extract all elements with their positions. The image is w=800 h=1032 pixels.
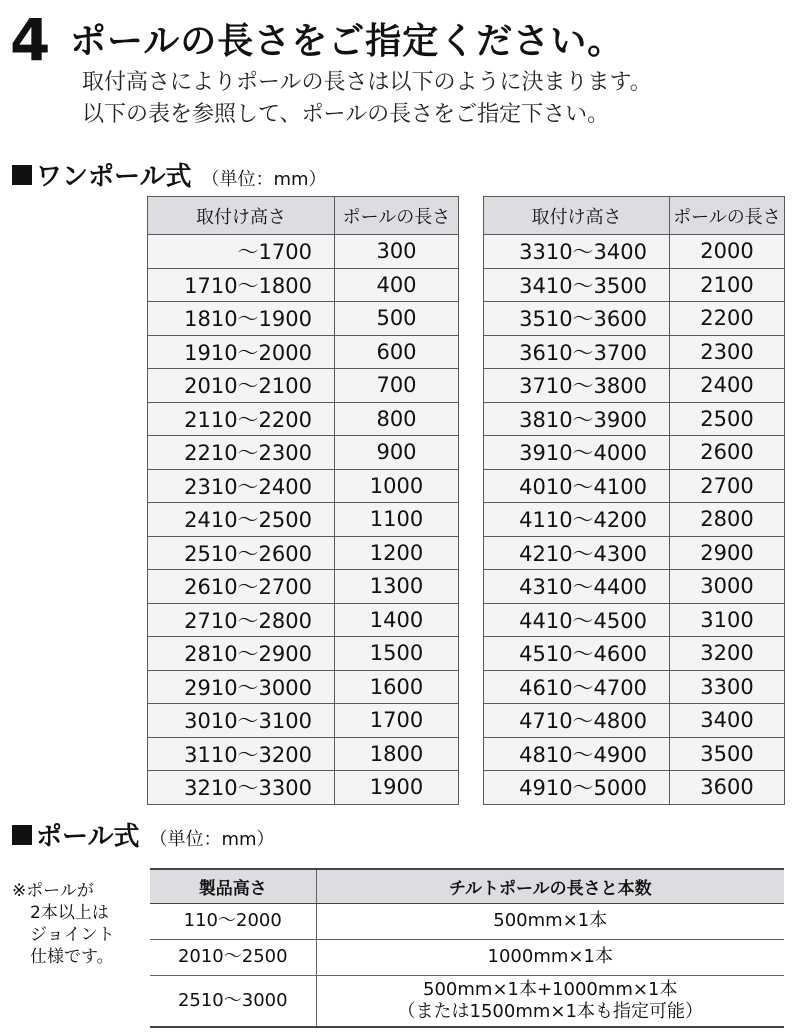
table-row <box>484 235 785 269</box>
pole-length-cell: 1200 <box>335 536 459 570</box>
pole-length-cell: 2800 <box>670 503 785 537</box>
table-row <box>484 436 785 470</box>
pole-length-cell: 2400 <box>670 369 785 403</box>
table-row <box>484 268 785 302</box>
mount-height-cell: 2610〜2700 <box>148 570 335 604</box>
product-height-cell: 2510〜3000 <box>150 975 316 1027</box>
mount-height-cell: 1810〜1900 <box>148 302 335 336</box>
description-line-1: 取付高さによりポールの長さは以下のように決まります。 <box>82 70 652 95</box>
table-row <box>150 975 784 1027</box>
mount-height-cell: 3810〜3900 <box>484 402 670 436</box>
column-header-length: ポールの長さ <box>335 197 459 235</box>
one-pole-table-right <box>483 196 785 805</box>
mount-height-cell: 4910〜5000 <box>484 771 670 805</box>
note-line: 仕様です。 <box>30 947 114 967</box>
table-row <box>484 771 785 805</box>
mount-height-cell: 3110〜3200 <box>148 737 335 771</box>
pole-length-cell: 1900 <box>335 771 459 805</box>
pole-length-cell: 300 <box>335 235 459 269</box>
table-row <box>148 603 459 637</box>
mount-height-cell: 3210〜3300 <box>148 771 335 805</box>
pole-length-cell: 1400 <box>335 603 459 637</box>
pole-length-cell: 1300 <box>335 570 459 604</box>
pole-length-cell: 700 <box>335 369 459 403</box>
mount-height-cell: 4810〜4900 <box>484 737 670 771</box>
mount-height-cell: 4010〜4100 <box>484 469 670 503</box>
pole-length-cell: 3600 <box>670 771 785 805</box>
mount-height-cell: 4710〜4800 <box>484 704 670 738</box>
note-line: ジョイント <box>30 925 115 945</box>
table-row <box>484 670 785 704</box>
pole-length-cell: 900 <box>335 436 459 470</box>
page-title: ポールの長さをご指定ください。 <box>70 21 625 62</box>
product-height-cell: 2010〜2500 <box>150 939 316 975</box>
table-row <box>148 302 459 336</box>
section-heading-one-pole <box>12 156 327 193</box>
table-row <box>148 235 459 269</box>
table-row <box>148 369 459 403</box>
section-unit: （単位：mm） <box>201 169 327 190</box>
pole-length-cell: 2100 <box>670 268 785 302</box>
table-row <box>484 704 785 738</box>
table-row <box>484 503 785 537</box>
mount-height-cell: 4610〜4700 <box>484 670 670 704</box>
pole-length-cell: 3200 <box>670 637 785 671</box>
table-row <box>148 737 459 771</box>
table-row <box>148 536 459 570</box>
mount-height-cell: 2210〜2300 <box>148 436 335 470</box>
pole-length-cell: 1500 <box>335 637 459 671</box>
pole-length-cell: 2500 <box>670 402 785 436</box>
column-header-product-height: 製品高さ <box>150 869 316 903</box>
table-row <box>148 268 459 302</box>
description-line-2: 以下の表を参照して、ポールの長さをご指定下さい。 <box>82 102 610 127</box>
table-row <box>148 771 459 805</box>
table-row <box>150 903 784 939</box>
mount-height-cell: 3610〜3700 <box>484 335 670 369</box>
pole-length-cell: 2300 <box>670 335 785 369</box>
pole-length-cell: 2600 <box>670 436 785 470</box>
mount-height-cell: 3410〜3500 <box>484 268 670 302</box>
pole-length-cell: 800 <box>335 402 459 436</box>
mount-height-cell: 4110〜4200 <box>484 503 670 537</box>
mount-height-cell: 2410〜2500 <box>148 503 335 537</box>
mount-height-cell: 3510〜3600 <box>484 302 670 336</box>
column-header-height: 取付け高さ <box>148 197 335 235</box>
table-row <box>484 737 785 771</box>
table-row <box>484 469 785 503</box>
mount-height-cell: 2010〜2100 <box>148 369 335 403</box>
column-header-length: ポールの長さ <box>670 197 785 235</box>
pole-length-cell: 1800 <box>335 737 459 771</box>
one-pole-table-left <box>147 196 459 805</box>
table-row <box>148 335 459 369</box>
table-header-row <box>148 197 459 235</box>
table-row <box>484 402 785 436</box>
table-row <box>148 704 459 738</box>
mount-height-cell: 4410〜4500 <box>484 603 670 637</box>
tilt-pole-spec-cell <box>316 939 784 975</box>
table-row <box>484 603 785 637</box>
pole-type-table <box>150 868 784 1028</box>
mount-height-cell: 3010〜3100 <box>148 704 335 738</box>
pole-length-cell: 3000 <box>670 570 785 604</box>
table-header-row <box>484 197 785 235</box>
square-bullet-icon <box>12 825 32 845</box>
pole-length-cell: 1000 <box>335 469 459 503</box>
mount-height-cell: 2510〜2600 <box>148 536 335 570</box>
mount-height-cell: 1910〜2000 <box>148 335 335 369</box>
pole-length-cell: 1100 <box>335 503 459 537</box>
table-row <box>484 637 785 671</box>
mount-height-cell: 3310〜3400 <box>484 235 670 269</box>
mount-height-cell: 2110〜2200 <box>148 402 335 436</box>
pole-length-cell: 1600 <box>335 670 459 704</box>
mount-height-cell: 4210〜4300 <box>484 536 670 570</box>
column-header-tilt-pole: チルトポールの長さと本数 <box>316 869 784 903</box>
section-title: ワンポール式 <box>36 162 192 192</box>
table-header-row <box>150 869 784 903</box>
mount-height-cell: 4310〜4400 <box>484 570 670 604</box>
mount-height-cell: 4510〜4600 <box>484 637 670 671</box>
pole-length-cell: 2900 <box>670 536 785 570</box>
mount-height-cell: 2910〜3000 <box>148 670 335 704</box>
pole-length-cell: 3400 <box>670 704 785 738</box>
mount-height-cell: 2710〜2800 <box>148 603 335 637</box>
mount-height-cell: 〜1700 <box>148 235 335 269</box>
mount-height-cell: 3710〜3800 <box>484 369 670 403</box>
table-row <box>484 335 785 369</box>
section-title: ポール式 <box>36 822 140 852</box>
section-unit: （単位：mm） <box>149 829 275 850</box>
pole-length-cell: 400 <box>335 268 459 302</box>
table-row <box>148 402 459 436</box>
section-heading-pole-type <box>12 816 275 853</box>
spec-line: 500mm×1本 <box>493 910 608 931</box>
spec-line-alt: （または1500mm×1本も指定可能） <box>397 1000 703 1022</box>
pole-length-cell: 2200 <box>670 302 785 336</box>
mount-height-cell: 1710〜1800 <box>148 268 335 302</box>
square-bullet-icon <box>12 165 32 185</box>
joint-note <box>12 880 115 968</box>
table-row <box>484 369 785 403</box>
note-line: 2本以上は <box>30 903 109 923</box>
table-row <box>148 469 459 503</box>
pole-length-cell: 1700 <box>335 704 459 738</box>
mount-height-cell: 2810〜2900 <box>148 637 335 671</box>
pole-length-cell: 3100 <box>670 603 785 637</box>
spec-line: 1000mm×1本 <box>487 946 613 967</box>
pole-length-cell: 2000 <box>670 235 785 269</box>
pole-length-cell: 500 <box>335 302 459 336</box>
mount-height-cell: 2310〜2400 <box>148 469 335 503</box>
tilt-pole-spec-cell <box>316 975 784 1027</box>
table-row <box>484 536 785 570</box>
table-row <box>148 436 459 470</box>
table-row <box>484 570 785 604</box>
pole-length-cell: 600 <box>335 335 459 369</box>
mount-height-cell: 3910〜4000 <box>484 436 670 470</box>
note-line: ※ポールが <box>12 881 94 901</box>
step-number: 4 <box>10 6 51 74</box>
pole-length-cell: 3300 <box>670 670 785 704</box>
table-row <box>150 939 784 975</box>
tilt-pole-spec-cell <box>316 903 784 939</box>
spec-line: 500mm×1本+1000mm×1本 <box>423 978 678 1000</box>
table-row <box>484 302 785 336</box>
product-height-cell: 110〜2000 <box>150 903 316 939</box>
table-row <box>148 637 459 671</box>
column-header-height: 取付け高さ <box>484 197 670 235</box>
pole-length-cell: 3500 <box>670 737 785 771</box>
table-row <box>148 670 459 704</box>
table-row <box>148 570 459 604</box>
table-row <box>148 503 459 537</box>
pole-length-cell: 2700 <box>670 469 785 503</box>
